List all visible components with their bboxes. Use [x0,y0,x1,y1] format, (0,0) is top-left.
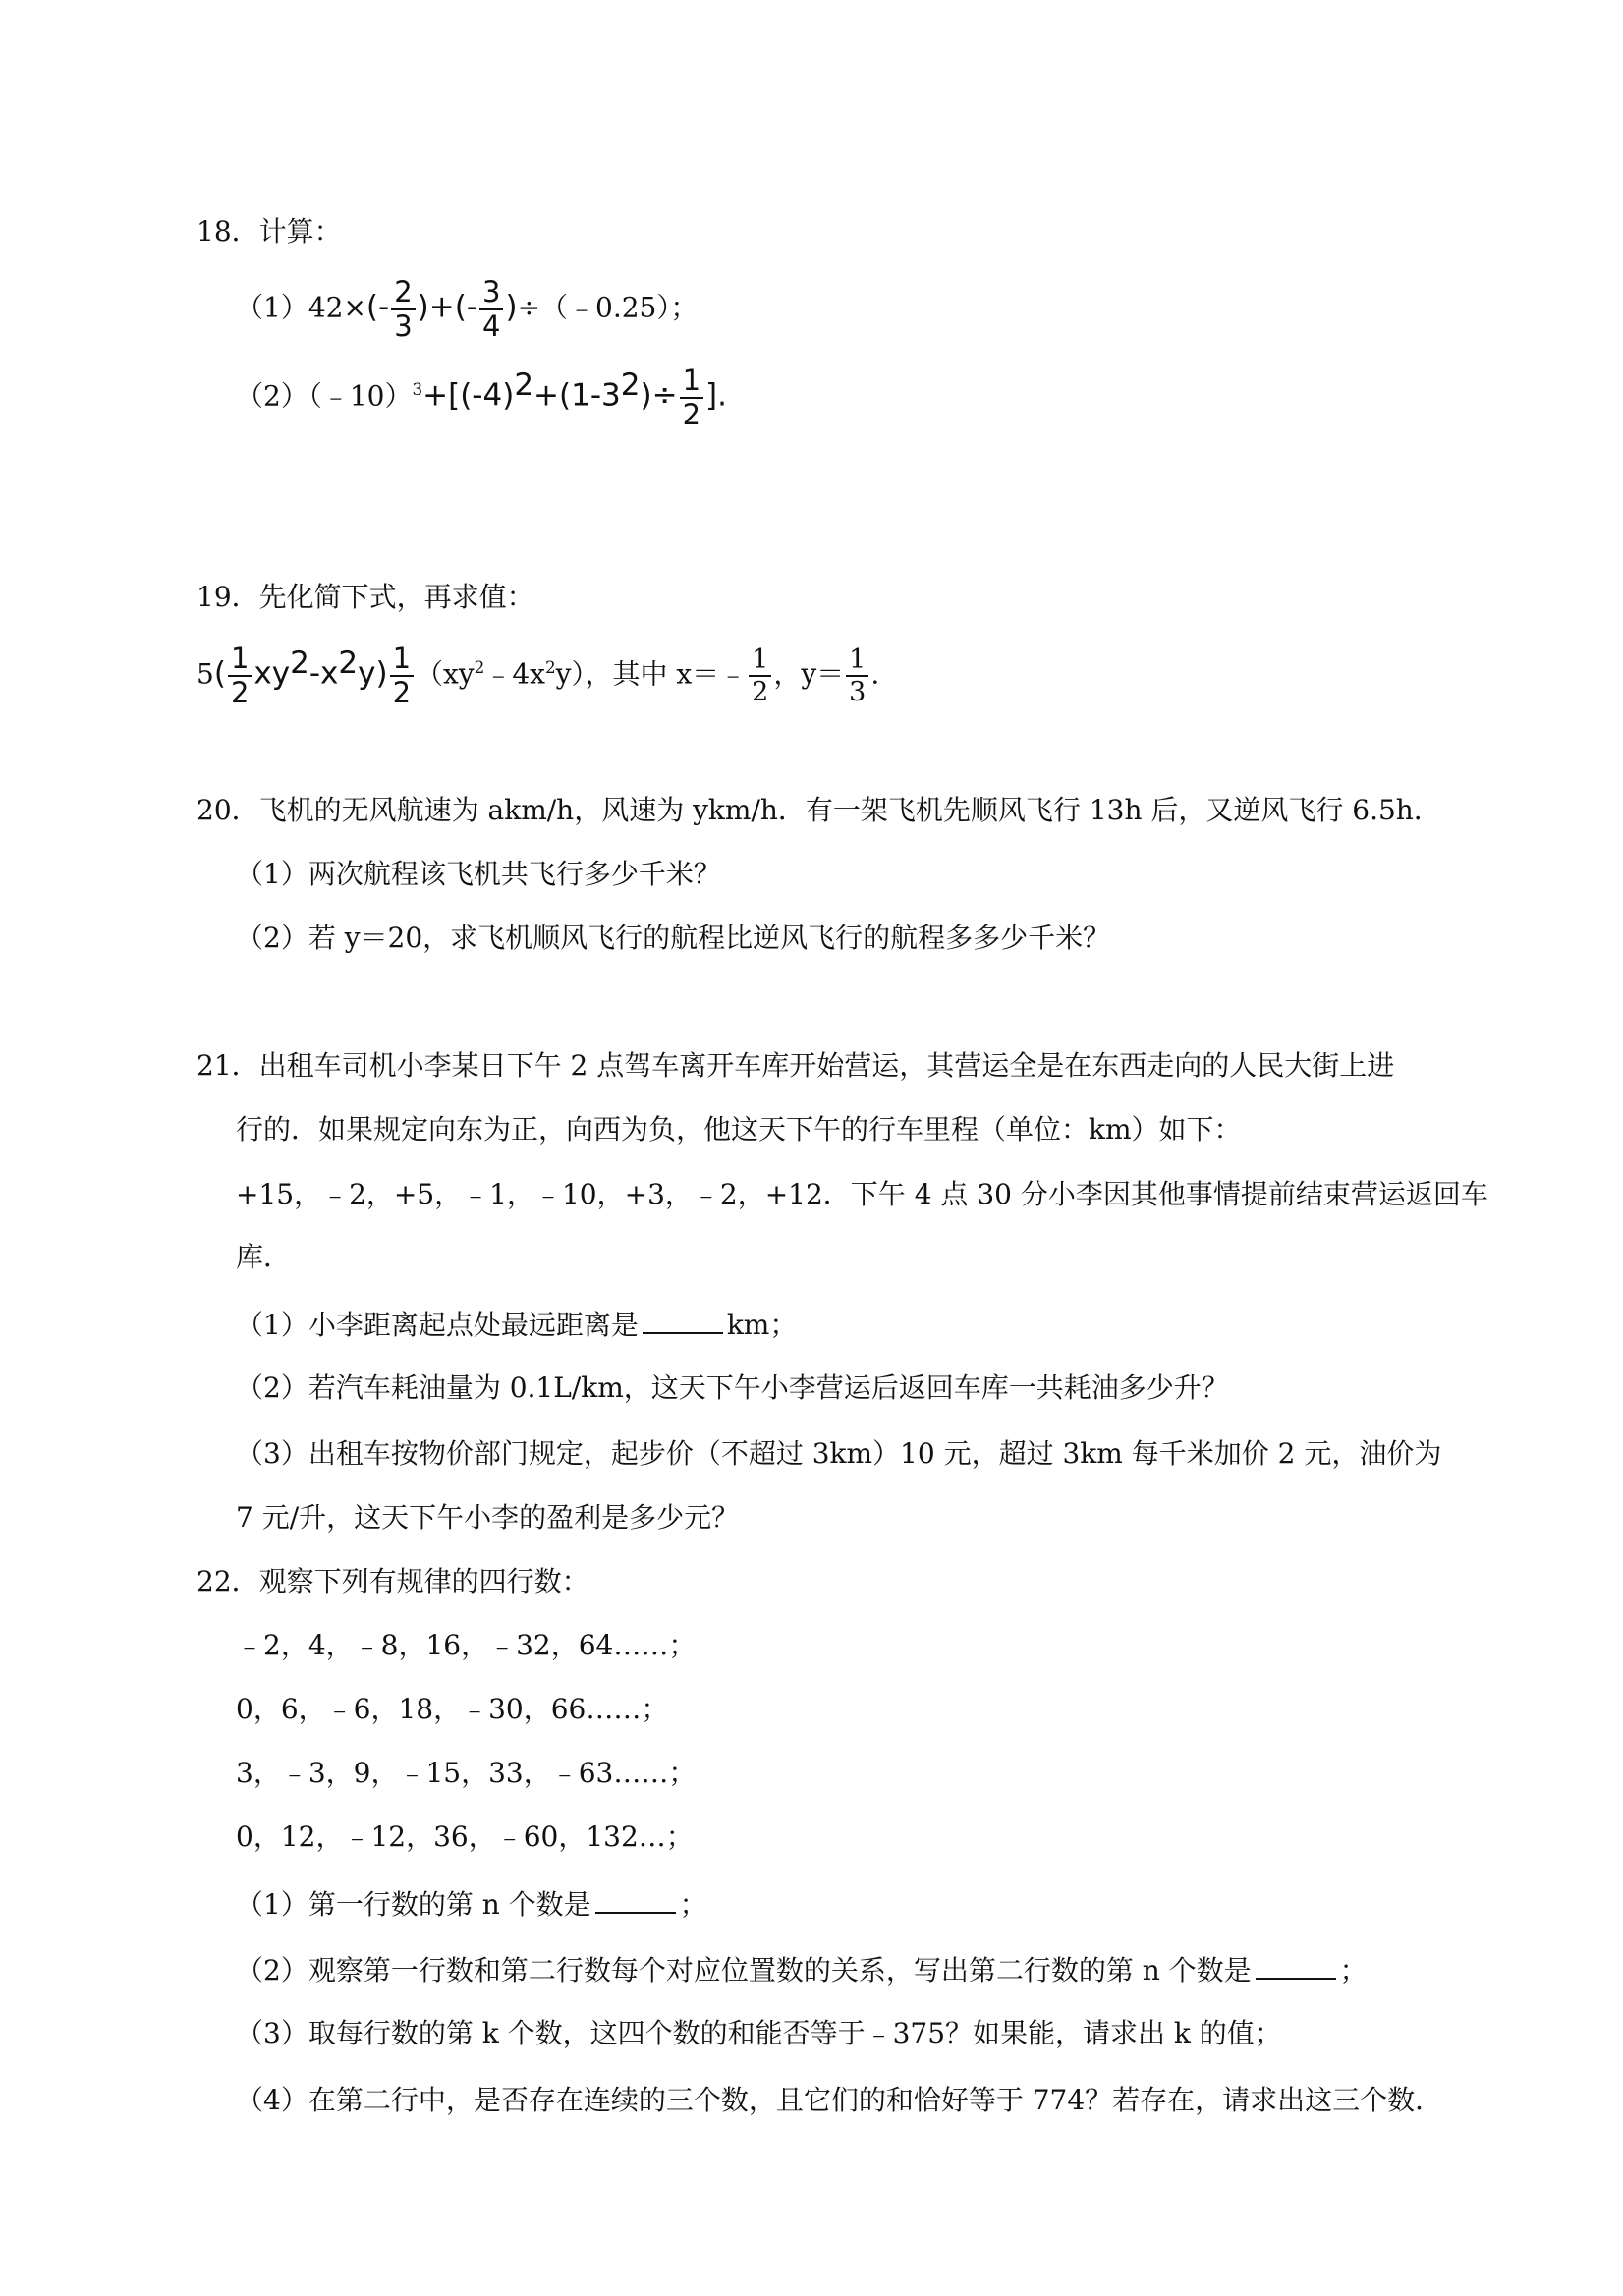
q19-fraction-2: $\frac{1}{2}$ [390,644,414,707]
q22-row-4: 0，12，﹣12，36，﹣60，132…； [236,1820,694,1853]
q18-fraction-3: $\frac{1}{2}$ [680,366,703,429]
q21-part3-cont: 7 元/升，这天下午小李的盈利是多少元？ [236,1501,740,1534]
q20-part2: （2）若 y＝20，求飞机顺风飞行的航程比逆风飞行的航程多多少千米？ [236,922,1111,954]
answer-blank[interactable] [643,1305,723,1334]
q21-part3: （3）出租车按物价部门规定，起步价（不超过 3km）10 元，超过 3km 每千米加价 2 元，油价为 [236,1437,1442,1470]
q21-line-3: +15，﹣2，+5，﹣1，﹣10，+3，﹣2，+12．下午 4 点 30 分小李因其他事情提前结束营运返回车 [236,1178,1488,1210]
answer-blank[interactable] [595,1884,676,1914]
q20-title: 20．飞机的无风航速为 akm/h，风速为 ykm/h．有一架飞机先顺风飞行 13h 后，又逆风飞行 6.5h． [196,794,1441,826]
q19-fraction-1: $\frac{1}{2}$ [228,644,252,707]
q21-part2: （2）若汽车耗油量为 0.1L/km，这天下午小李营运后返回车库一共耗油多少升？ [236,1372,1229,1404]
q18-fraction-1: $\frac{2}{3}$ [391,278,415,341]
q18-fraction-2: $\frac{3}{4}$ [479,278,503,341]
q19-y-value: $\frac{1}{3}$ [846,646,868,705]
q19-title: 19．先化简下式，再求值： [196,581,534,613]
q22-part3: （3）取每行数的第 k 个数，这四个数的和能否等于﹣375？如果能，请求出 k 的值； [236,2017,1282,2049]
q21-line-4: 库． [236,1241,292,1273]
q18-part1-label: （1）42× [236,291,366,324]
q22-row-2: 0，6，﹣6，18，﹣30，66……； [236,1693,669,1725]
q22-title: 22．观察下列有规律的四行数： [196,1565,589,1597]
q18-part1: （1）42×(- $\frac{2}{3}$ )+(- $\frac{3}{4}$ )÷（﹣0.25）； [236,275,699,343]
q22-row-3: 3，﹣3，9，﹣15，33，﹣63……； [236,1757,697,1789]
q19-x-value: $\frac{1}{2}$ [749,646,771,705]
q22-row-1: ﹣2，4，﹣8，16，﹣32，64……； [236,1629,697,1661]
q18-part2: $(2)(﹣10)^3+[(-4)^2+(1-3^2)\div$ $\frac{1}{2}$ ]. [236,364,727,431]
q22-part4: （4）在第二行中，是否存在连续的三个数，且它们的和恰好等于 774？若存在，请求出这三个数． [236,2084,1443,2116]
q21-part1: （1）小李距离起点处最远距离是 km； [236,1305,797,1345]
answer-blank[interactable] [1256,1950,1336,1980]
q21-line-2: 行的．如果规定向东为正，向西为负，他这天下午的行车里程（单位：km）如下： [236,1113,1242,1146]
q19-expression: 5( $\frac{1}{2}$ $xy^2-x^2y$) $\frac{1}{2}$ $(xy^2﹣4x^2y)$，其中 x＝﹣ $\frac{1}{2}$ ，y＝ $\frac{1}{3}$ . [196,642,880,709]
q18-part1-tail: ÷（﹣0.25）； [517,291,699,324]
q22-part1: （1）第一行数的第 n 个数是 ； [236,1884,707,1925]
q22-part2: （2）观察第一行数和第二行数每个对应位置数的关系，写出第二行数的第 n 个数是 ； [236,1950,1368,1990]
q20-part1: （1）两次航程该飞机共飞行多少千米？ [236,858,721,890]
q18-title: 18．计算： [196,215,342,248]
q21-line-1: 21．出租车司机小李某日下午 2 点驾车离开车库开始营运，其营运全是在东西走向的人民大街上进 [196,1049,1395,1082]
